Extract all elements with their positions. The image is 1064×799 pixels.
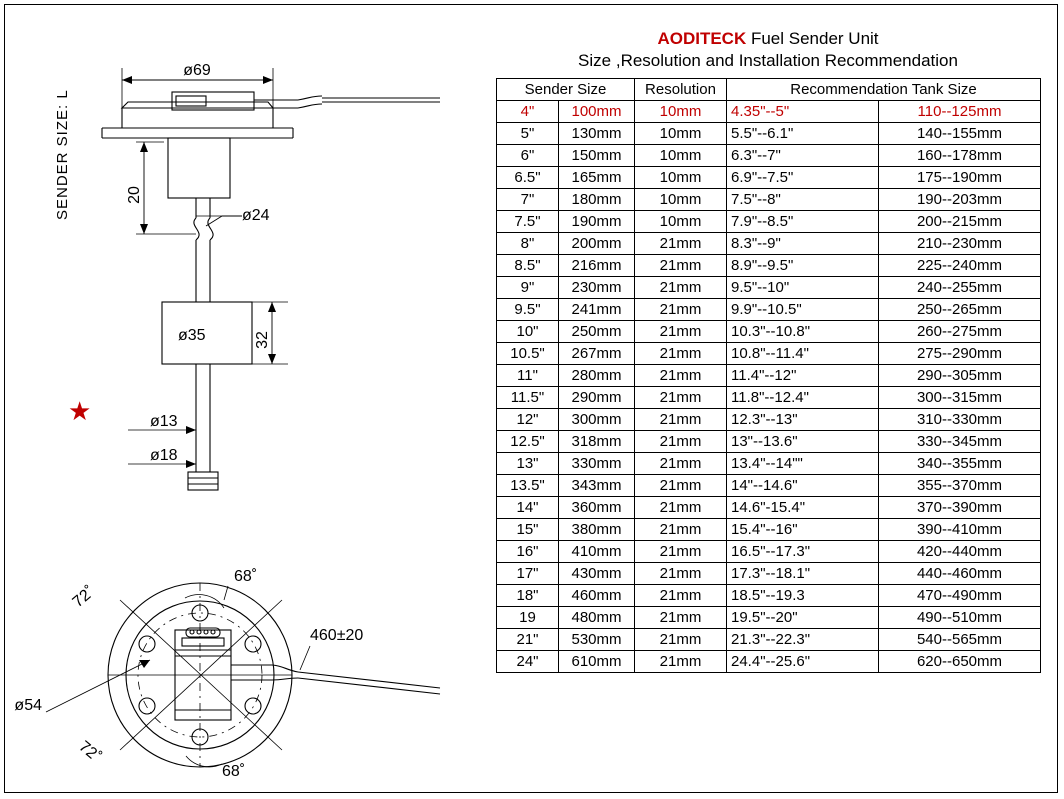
cell-sender-length: 241mm [559, 299, 635, 321]
cell-sender-length: 530mm [559, 629, 635, 651]
cell-sender-length: 230mm [559, 277, 635, 299]
cell-rec-inch: 7.5"--8" [727, 189, 879, 211]
cell-sender-length: 430mm [559, 563, 635, 585]
cell-resolution: 21mm [635, 607, 727, 629]
table-row [497, 123, 1041, 145]
cell-resolution: 21mm [635, 321, 727, 343]
cell-sender-size: 13.5" [497, 475, 559, 497]
cell-sender-length: 330mm [559, 453, 635, 475]
cell-resolution: 21mm [635, 651, 727, 673]
cell-rec-mm: 420--440mm [879, 541, 1041, 563]
cell-rec-inch: 18.5"--19.3 [727, 585, 879, 607]
cell-rec-mm: 175--190mm [879, 167, 1041, 189]
cell-rec-inch: 6.9"--7.5" [727, 167, 879, 189]
star-icon: ★ [68, 396, 92, 426]
table-row [497, 277, 1041, 299]
cell-sender-length: 290mm [559, 387, 635, 409]
cell-sender-length: 360mm [559, 497, 635, 519]
cell-resolution: 21mm [635, 387, 727, 409]
cell-resolution: 21mm [635, 475, 727, 497]
cell-rec-mm: 370--390mm [879, 497, 1041, 519]
table-row [497, 431, 1041, 453]
dim-dia24: ø24 [242, 207, 270, 224]
table-row [497, 475, 1041, 497]
angle-68-bottom: 68˚ [222, 763, 246, 780]
cell-rec-mm: 200--215mm [879, 211, 1041, 233]
title-rest: Fuel Sender Unit [746, 29, 879, 48]
cell-sender-length: 410mm [559, 541, 635, 563]
cell-rec-inch: 10.3"--10.8" [727, 321, 879, 343]
cell-rec-inch: 17.3"--18.1" [727, 563, 879, 585]
cell-rec-inch: 24.4"--25.6" [727, 651, 879, 673]
cell-resolution: 21mm [635, 365, 727, 387]
table-row [497, 563, 1041, 585]
cell-sender-size: 14" [497, 497, 559, 519]
table-row [497, 321, 1041, 343]
cell-sender-length: 130mm [559, 123, 635, 145]
angle-68-top: 68˚ [234, 568, 258, 585]
cell-rec-inch: 14.6"-15.4" [727, 497, 879, 519]
cell-resolution: 21mm [635, 541, 727, 563]
cell-rec-mm: 210--230mm [879, 233, 1041, 255]
table-title-line1 [496, 28, 1040, 50]
cell-rec-inch: 9.5"--10" [727, 277, 879, 299]
cell-resolution: 21mm [635, 453, 727, 475]
table-row [497, 101, 1041, 123]
cell-sender-size: 10" [497, 321, 559, 343]
dim-dia69: ø69 [183, 62, 211, 79]
cell-sender-length: 480mm [559, 607, 635, 629]
cell-sender-size: 7.5" [497, 211, 559, 233]
cell-sender-size: 15" [497, 519, 559, 541]
cell-sender-length: 343mm [559, 475, 635, 497]
cell-resolution: 10mm [635, 101, 727, 123]
sender-size-label: SENDER SIZE: L [54, 89, 71, 220]
cell-rec-mm: 620--650mm [879, 651, 1041, 673]
cell-sender-size: 11" [497, 365, 559, 387]
cell-resolution: 21mm [635, 299, 727, 321]
cell-rec-mm: 290--305mm [879, 365, 1041, 387]
cell-resolution: 21mm [635, 277, 727, 299]
cell-rec-inch: 15.4"--16" [727, 519, 879, 541]
dim-cable-length: 460±20 [310, 627, 364, 644]
cell-rec-mm: 300--315mm [879, 387, 1041, 409]
table-row [497, 519, 1041, 541]
cell-sender-size: 5" [497, 123, 559, 145]
cell-sender-size: 8.5" [497, 255, 559, 277]
cell-rec-mm: 440--460mm [879, 563, 1041, 585]
cell-rec-mm: 225--240mm [879, 255, 1041, 277]
cell-sender-size: 10.5" [497, 343, 559, 365]
cell-sender-size: 24" [497, 651, 559, 673]
table-header-row [497, 79, 1041, 101]
cell-rec-inch: 19.5"--20" [727, 607, 879, 629]
table-row [497, 145, 1041, 167]
cell-rec-mm: 140--155mm [879, 123, 1041, 145]
cell-rec-inch: 14"--14.6" [727, 475, 879, 497]
cell-rec-mm: 470--490mm [879, 585, 1041, 607]
cell-rec-mm: 275--290mm [879, 343, 1041, 365]
dim-20: 20 [126, 186, 143, 204]
cell-rec-inch: 9.9"--10.5" [727, 299, 879, 321]
cell-rec-mm: 310--330mm [879, 409, 1041, 431]
cell-rec-inch: 4.35"--5" [727, 101, 879, 123]
cell-rec-inch: 8.9"--9.5" [727, 255, 879, 277]
cell-rec-inch: 16.5"--17.3" [727, 541, 879, 563]
table-row [497, 497, 1041, 519]
cell-sender-size: 7" [497, 189, 559, 211]
cell-rec-inch: 11.4"--12" [727, 365, 879, 387]
cell-sender-length: 318mm [559, 431, 635, 453]
cell-resolution: 10mm [635, 189, 727, 211]
brand-name: AODITECK [657, 29, 747, 48]
cell-rec-mm: 390--410mm [879, 519, 1041, 541]
angle-72-bottom: 72˚ [75, 738, 105, 766]
cell-sender-size: 12.5" [497, 431, 559, 453]
dim-dia13: ø13 [150, 413, 178, 430]
cell-sender-size: 17" [497, 563, 559, 585]
cell-rec-mm: 240--255mm [879, 277, 1041, 299]
cell-rec-inch: 5.5"--6.1" [727, 123, 879, 145]
cell-sender-size: 6.5" [497, 167, 559, 189]
cell-resolution: 21mm [635, 585, 727, 607]
table-row [497, 189, 1041, 211]
cell-resolution: 10mm [635, 167, 727, 189]
cell-sender-length: 300mm [559, 409, 635, 431]
cell-sender-length: 380mm [559, 519, 635, 541]
cell-resolution: 21mm [635, 519, 727, 541]
cell-rec-mm: 540--565mm [879, 629, 1041, 651]
cell-resolution: 21mm [635, 431, 727, 453]
table-row [497, 299, 1041, 321]
cell-resolution: 10mm [635, 145, 727, 167]
table-row [497, 541, 1041, 563]
cell-rec-mm: 330--345mm [879, 431, 1041, 453]
cell-sender-length: 460mm [559, 585, 635, 607]
cell-sender-length: 180mm [559, 189, 635, 211]
cell-rec-inch: 12.3"--13" [727, 409, 879, 431]
cell-resolution: 10mm [635, 123, 727, 145]
table-row [497, 343, 1041, 365]
table-row [497, 607, 1041, 629]
table-row [497, 255, 1041, 277]
table-row [497, 211, 1041, 233]
cell-rec-mm: 160--178mm [879, 145, 1041, 167]
cell-resolution: 21mm [635, 233, 727, 255]
cell-sender-length: 250mm [559, 321, 635, 343]
cell-rec-mm: 355--370mm [879, 475, 1041, 497]
table-title-line2: Size ,Resolution and Installation Recommendation [578, 51, 958, 70]
cell-resolution: 21mm [635, 563, 727, 585]
cell-rec-inch: 13"--13.6" [727, 431, 879, 453]
cell-sender-size: 13" [497, 453, 559, 475]
cell-rec-mm: 340--355mm [879, 453, 1041, 475]
cell-sender-length: 610mm [559, 651, 635, 673]
cell-sender-size: 9.5" [497, 299, 559, 321]
cell-rec-inch: 7.9"--8.5" [727, 211, 879, 233]
cell-rec-inch: 21.3"--22.3" [727, 629, 879, 651]
table-row [497, 629, 1041, 651]
cell-rec-inch: 11.8"--12.4" [727, 387, 879, 409]
cell-rec-mm: 250--265mm [879, 299, 1041, 321]
table-row [497, 233, 1041, 255]
table-row [497, 585, 1041, 607]
cell-resolution: 21mm [635, 343, 727, 365]
spec-table [496, 78, 1041, 673]
cell-sender-size: 4" [497, 101, 559, 123]
cell-sender-size: 9" [497, 277, 559, 299]
cell-sender-size: 21" [497, 629, 559, 651]
cell-sender-length: 280mm [559, 365, 635, 387]
cell-sender-length: 165mm [559, 167, 635, 189]
cell-sender-length: 150mm [559, 145, 635, 167]
cell-rec-mm: 190--203mm [879, 189, 1041, 211]
cell-sender-size: 11.5" [497, 387, 559, 409]
cell-rec-mm: 490--510mm [879, 607, 1041, 629]
dim-dia35: ø35 [178, 327, 206, 344]
col-header-recommendation: Recommendation Tank Size [727, 79, 1041, 101]
table-row [497, 167, 1041, 189]
cell-rec-mm: 110--125mm [879, 101, 1041, 123]
table-row [497, 453, 1041, 475]
col-header-sender-size: Sender Size [497, 79, 635, 101]
cell-resolution: 21mm [635, 255, 727, 277]
cell-sender-length: 190mm [559, 211, 635, 233]
cell-rec-inch: 10.8"--11.4" [727, 343, 879, 365]
dim-dia54: ø54 [14, 697, 42, 714]
cell-resolution: 21mm [635, 629, 727, 651]
cell-resolution: 10mm [635, 211, 727, 233]
cell-sender-length: 216mm [559, 255, 635, 277]
table-row [497, 387, 1041, 409]
cell-rec-inch: 13.4"--14"" [727, 453, 879, 475]
cell-rec-inch: 6.3"--7" [727, 145, 879, 167]
cell-resolution: 21mm [635, 409, 727, 431]
technical-drawing [10, 20, 490, 790]
cell-sender-size: 18" [497, 585, 559, 607]
spec-table-panel [496, 28, 1040, 673]
table-row [497, 409, 1041, 431]
cell-resolution: 21mm [635, 497, 727, 519]
dim-dia18: ø18 [150, 447, 178, 464]
table-row [497, 365, 1041, 387]
angle-72-top: 72˚ [69, 583, 99, 612]
cell-sender-size: 6" [497, 145, 559, 167]
cell-sender-size: 8" [497, 233, 559, 255]
cell-rec-mm: 260--275mm [879, 321, 1041, 343]
cell-sender-size: 16" [497, 541, 559, 563]
cell-sender-size: 12" [497, 409, 559, 431]
dim-32: 32 [254, 331, 271, 349]
col-header-resolution: Resolution [635, 79, 727, 101]
cell-sender-length: 100mm [559, 101, 635, 123]
cell-sender-length: 200mm [559, 233, 635, 255]
cell-rec-inch: 8.3"--9" [727, 233, 879, 255]
cell-sender-length: 267mm [559, 343, 635, 365]
cell-sender-size: 19 [497, 607, 559, 629]
table-row [497, 651, 1041, 673]
